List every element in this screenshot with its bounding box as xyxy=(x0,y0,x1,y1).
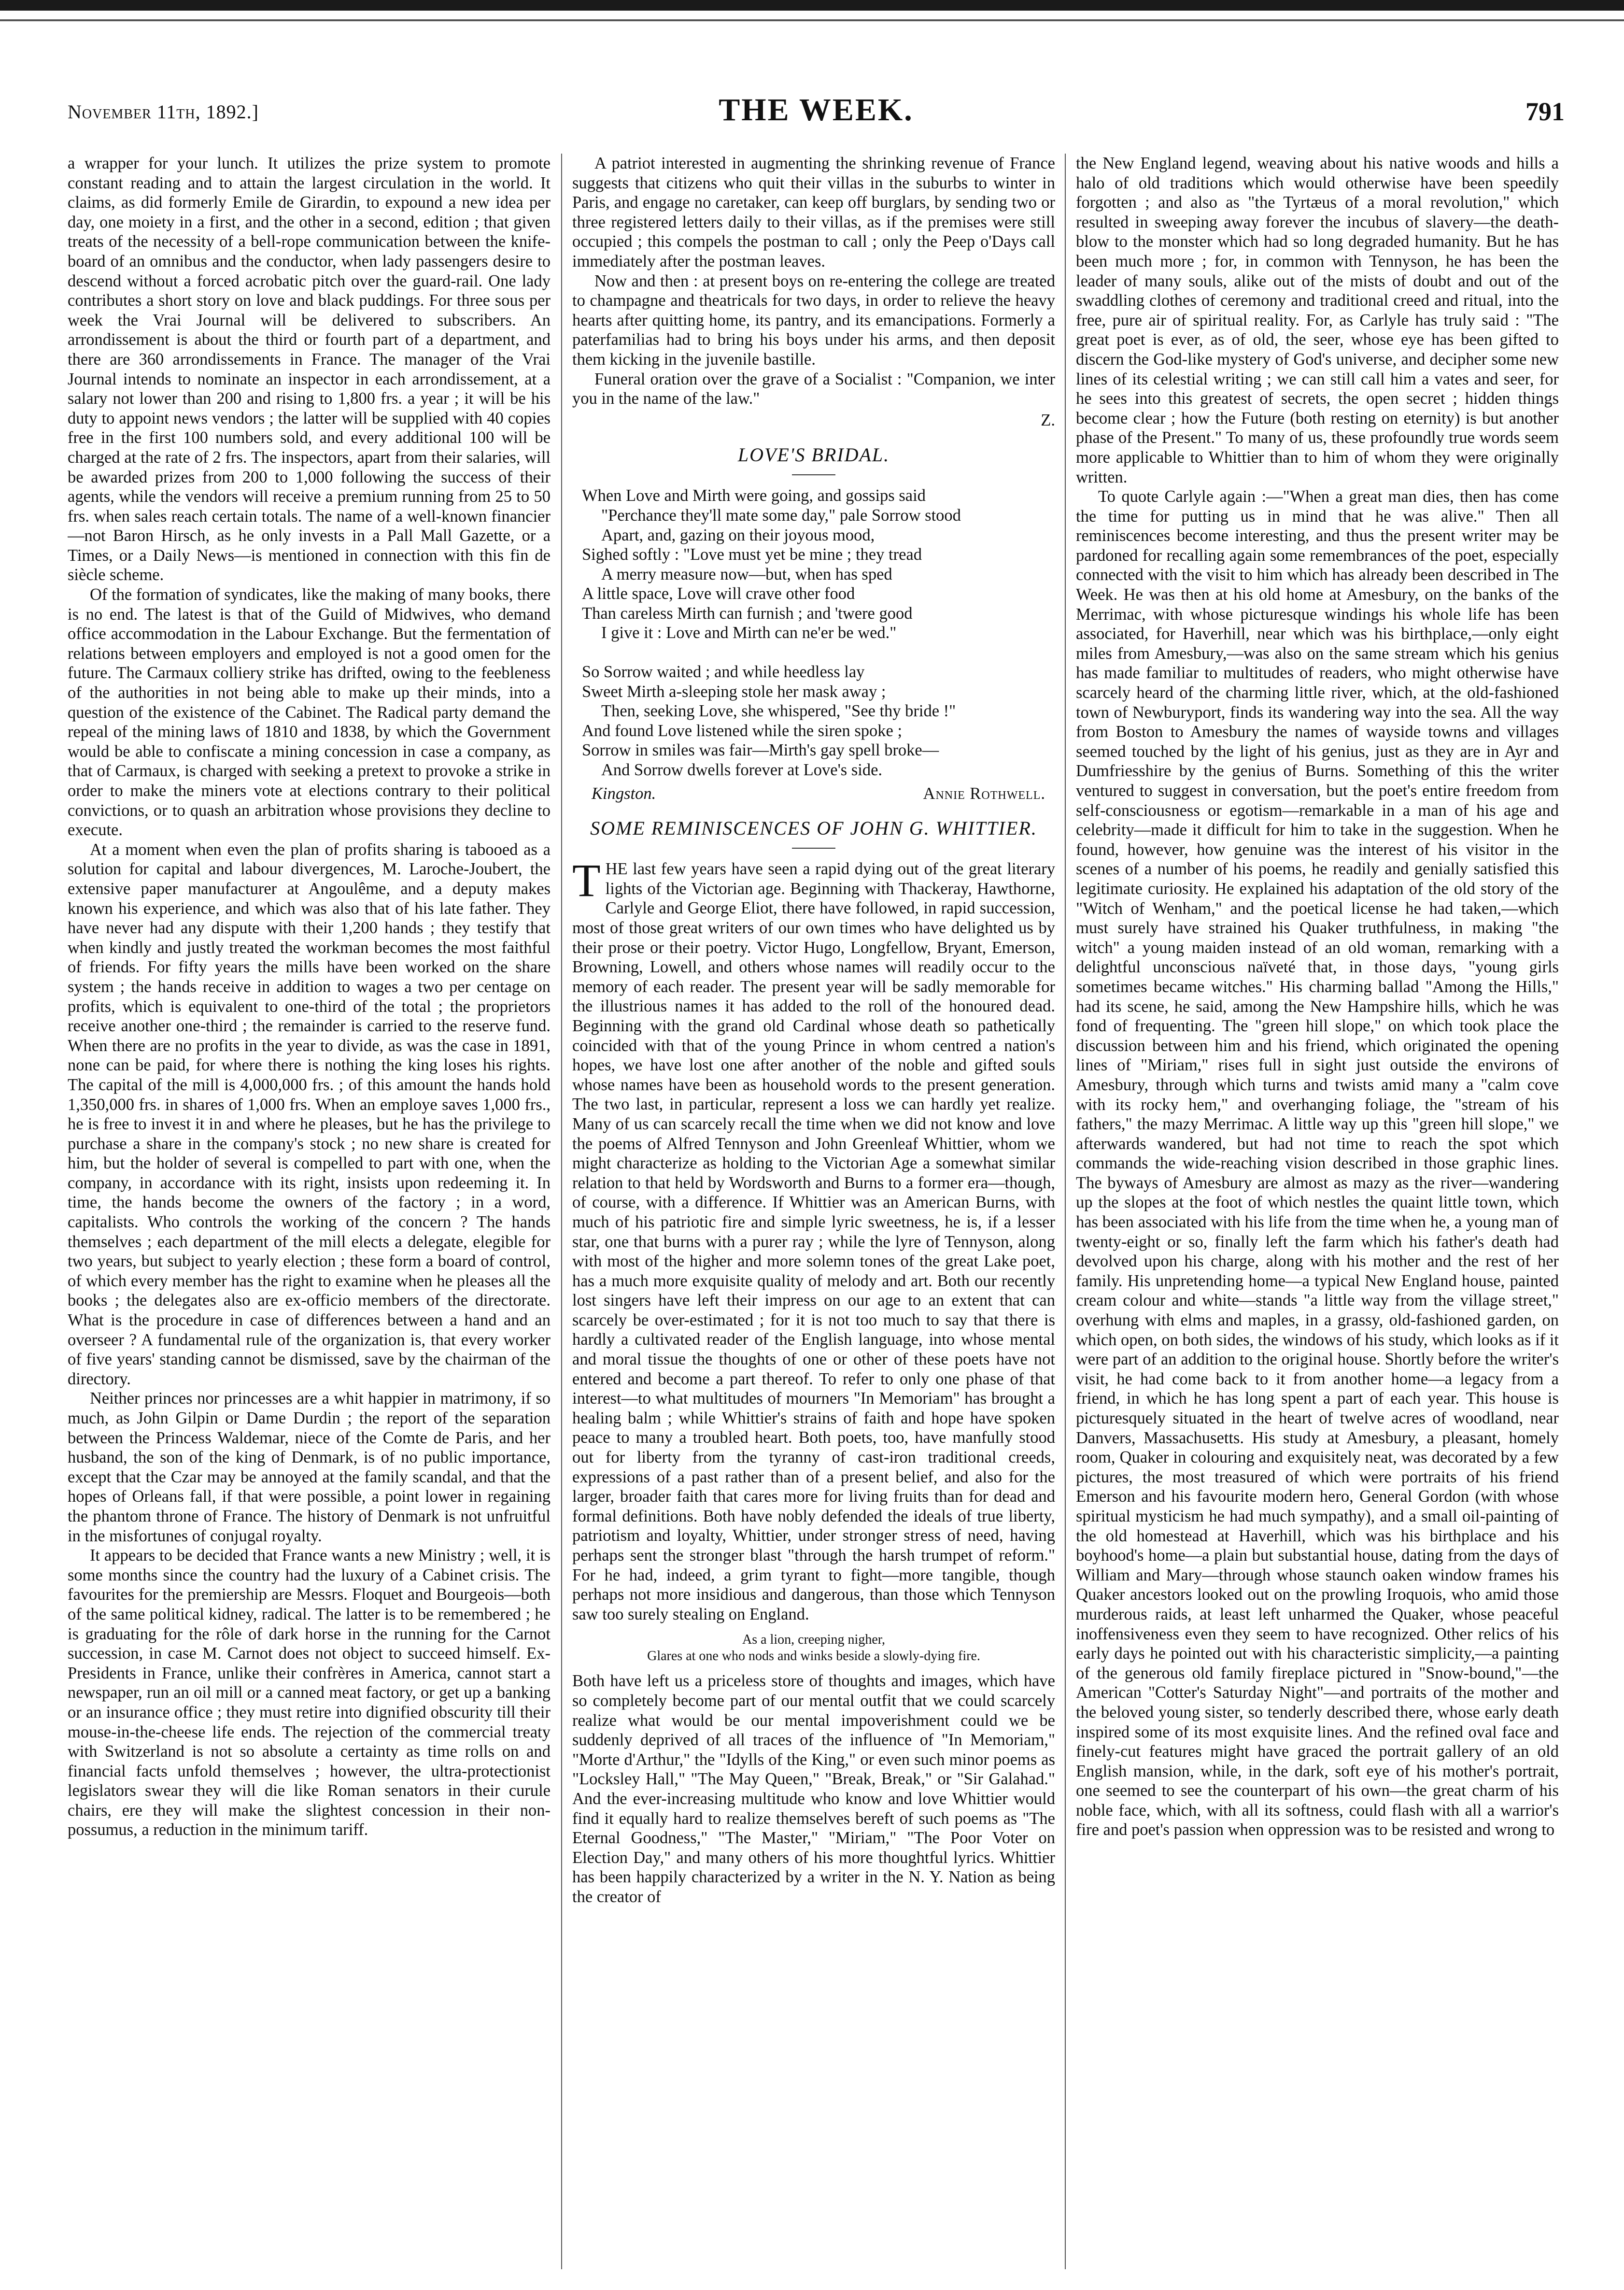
paragraph: Of the formation of syndicates, like the making of many books, there is no end. The latest is that of the Guild of Midwives, who demand office accommodation in the Labour Exchange. But the fermentation of relations between employers and employed is not a good omen for the future. The Carmaux colliery strike has drifted, owing to the feebleness of the authorities in not being able to make up their minds, into a question of the existence of the Cabinet. The Radical party demand the repeal of the mining laws of 1810 and 1838, by which the Government would be able to confiscate a mining concession in case a company, as that of Carmaux, is charged with seeking a pretext to provoke a strike in order to make the miners vote at elections contrary to their political convictions, or to quash an arbitration whose provisions they decline to execute. xyxy=(68,585,551,839)
quote-line: Glares at one who nods and winks beside a slowly-dying fire. xyxy=(647,1649,980,1664)
article-paragraph: To quote Carlyle again :—"When a great man dies, then has come the time for putting us in mind that he was alive." Then all reminiscences become interesting, and thus the present writer may be pardoned for recalling again some remembrances of the poet, especially connected with the visit to him which has already been described in The Week. He was then at his old home at Amesbury, on the banks of the Merrimac, with whose picturesque windings his whole life has been associated, for Haverhill, near which was his birthplace,—only eight miles from Amesbury,—was also on the same stream which his genius has made familiar to multitudes of readers, who might otherwise have scarcely heard of the charming little river, which, at the old-fashioned town of Newburyport, finds its wandering way into the sea. All the way from Boston to Amesbury the names of wayside towns and villages seemed touched by the light of his genius, just as they are in Ayr and Dumfriesshire by the genius of Burns. Something of this the writer ventured to suggest in conversation, but the poet's entire freedom from self-consciousness or egotism—remarkable in a man of his age and celebrity—made it difficult for him to take in the suggestion. When he found, however, how genuine was the interest of his visitor in the scenes of a number of his poems, he readily and genially satisfied this legitimate curiosity. He explained his adaptation of the old story of the "Witch of Wenham," and the poetical license he had taken,—which must surely have strained his Quaker truthfulness, in making "the witch" a young maiden instead of an old woman, remarking with a delightful unconscious naïveté that, in those days, "young girls sometimes became witches." His charming ballad "Among the Hills," had its scene, he said, among the New Hampshire hills, which he was fond of frequenting. The "green hill slope," on which took place the discussion between him and his friend, which originated the opening lines of "Miriam," rises full in sight just outside the environs of Amesbury, through which turns and twists amid many a "calm cove with its rocky hem," and overhanging foliage, the "stream of his fathers," the mazy Merrimac. A little way up this "green hill slope," we afterwards wandered, but had not time to reach the spot which commands the wide-reaching vision described in those graphic lines. The byways of Amesbury are almost as mazy as the river—wandering up the slopes at the foot of which nestles the quaint little town, which has been associated with his life from the time when he, a young man of twenty-eight or so, finally left the farm which his father's death had devolved upon his charge, along with his mother and the rest of her family. His unpretending home—a typical New England house, painted cream colour and white—stands "a little way from the village street," overhung with elms and maples, in a grassy, old-fashioned garden, on which open, on both sides, the windows of his study, which looks as if it were part of an addition to the original house. Shortly before the writer's visit, he had come back to it from another home—a legacy from a friend, in which he has long spent a part of each year. This house is picturesquely situated in the heart of twelve acres of woodland, near Danvers, Massachusetts. His study at Amesbury, a pleasant, homely room, Quaker in colouring and exquisitely neat, was decorated by a few pictures, the most treasured of which were portraits of his friend Emerson and his favourite modern hero, General Gordon (with whose spiritual mysticism he had much sympathy), and a small oil-painting of the old homestead at Haverhill, which was his birthplace and his boyhood's home—a plain but substantial house, dating from the days of William and Mary—through whose staunch oaken window frames his Quaker ancestors looked out on the prowling Iroquois, who amid those murderous raids, at least left unharmed the Quaker, whose peaceful inoffensiveness even they seem to have recognized. Other relics of his early days he pointed out with his characteristic simplicity,—a painting of the generous old family fireplace pictured in "Snow-bound,"—the American "Cotter's Saturday Night"—and portraits of the mother and the beloved young sister, so tenderly described there, whose early death inspired some of its most exquisite lines. And the refined oval face and finely-cut features might have graced the portrait gallery of an old English mansion, while, in the dark, soft eye of his mother's portrait, one seemed to see the counterpart of his own—the great charm of his noble face, which, with all its softness, could flash with all a warrior's fire and poet's passion when oppression was to be resisted and wrong to xyxy=(1076,487,1559,1839)
column-3 xyxy=(1076,154,1559,2269)
poem-line: When Love and Mirth were going, and gossips said xyxy=(582,486,926,505)
paragraph: a wrapper for your lunch. It utilizes the prize system to promote constant reading and to attain the largest circulation in the world. It claims, as did formerly Emile de Girardin, to expound a new idea per day, one moiety in a first, and the other in a second, edition ; that given treats of the necessity of a bell-rope communication between the knife-board of an omnibus and the conductor, when lady passengers desire to descend without a forced acrobatic pitch over the guard-rail. One lady contributes a short story on love and black puddings. For three sous per week the Vrai Journal will be delivered to subscribers. An arrondissement is about the third or fourth part of a department, and there are 360 arrondissements in France. The manager of the Vrai Journal intends to nominate an inspector in each arrondissement, at a salary not lower than 200 and rising to 1,800 frs. a year ; it will be his duty to appoint news vendors ; the latter will be supplied with 40 copies free in the first 100 numbers sold, and every additional 100 will be charged at the rate of 2 frs. The inspectors, apart from their salaries, will be awarded prizes from 200 to 1,000 following the success of their agents, while the vendors will receive a premium running from 25 to 50 frs. when sales reach certain totals. The name of a well-known financier—not Baron Hirsch, as he only invests in a Pall Mall Gazette, or a Times, or a Daily News—is mentioned in connection with this fin de siècle scheme. xyxy=(68,154,551,584)
poem-line: Sighed softly : "Love must yet be mine ; they tread xyxy=(582,545,922,564)
article-paragraph: the New England legend, weaving about his native woods and hills a halo of old traditions which would otherwise have been speedily forgotten ; and also as "the Tyrtæus of a moral revolution," which resulted in sweeping away forever the incubus of slavery—the death-blow to the monster which had so long degraded humanity. But he has been much more ; for, in common with Tennyson, he has been the leader of many souls, alike out of the mists of doubt and out of the swaddling clothes of ceremony and traditional creed and ritual, into the free, pure air of spiritual reality. For, as Carlyle has truly said : "The great poet is ever, as of old, the seer, whose eye has been gifted to discern the God-like mystery of God's universe, and decipher some new lines of its celestial writing ; we can still call him a vates and seer, for he sees into this greatest of secrets, the open secret ; hidden things become clear ; how the Future (both resting on eternity) is but another phase of the Present." To many of us, these profoundly true words seem more applicable to Whittier than to him of whom they were originally written. xyxy=(1076,154,1559,486)
quote-line: As a lion, creeping nigher, xyxy=(742,1632,885,1648)
paragraph: Funeral oration over the grave of a Socialist : "Companion, we inter you in the name of the law." xyxy=(572,370,1055,408)
column-1 xyxy=(68,154,551,2269)
poem-author: Annie Rothwell. xyxy=(923,784,1045,803)
stanza-break xyxy=(582,643,1055,662)
poem-line: And found Love listened while the siren spoke ; xyxy=(582,721,903,740)
top-border-rule xyxy=(0,0,1624,11)
masthead-title: THE WEEK. xyxy=(719,92,914,128)
poem-line: So Sorrow waited ; and while heedless lay xyxy=(582,663,865,682)
block-quote xyxy=(572,1632,1055,1664)
title-rule xyxy=(792,848,835,849)
poem-signature xyxy=(592,784,1045,804)
paragraph: A patriot interested in augmenting the shrinking revenue of France suggests that citizens who quit their villas in the suburbs to winter in Paris, and engage no caretaker, can keep off burglars, by sending two or three registered letters daily to their villas, as if the premises were still occupied ; this compels the postman to call ; only the Peep o'Days call immediately after the postman leaves. xyxy=(572,154,1055,270)
paragraph: Neither princes nor princesses are a whit happier in matrimony, if so much, as John Gilpin or Dame Durdin ; the report of the separation between the Princess Waldemar, niece of the Comte de Paris, and her husband, the son of the king of Denmark, is of no public importance, except that the Czar may be annoyed at the family scandal, and that the hopes of Orleans fall, if that were possible, a point lower in regaining the phantom throne of France. The history of Denmark is not unfruitful in the misfortunes of conjugal royalty. xyxy=(68,1389,551,1545)
poem-line: And Sorrow dwells forever at Love's side. xyxy=(601,761,883,780)
poem-line: I give it : Love and Mirth can ne'er be wed." xyxy=(601,624,897,642)
paragraph: At a moment when even the plan of profits sharing is tabooed as a solution for capital and labour divergences, M. Laroche-Joubert, the extensive paper manufacturer at Angoulême, and a deputy makes known his experience, and which was also that of his late father. They have never had any dispute with their 1,200 hands ; they testify that when kindly and justly treated the workman becomes the most faithful of friends. For fifty years the mills have been worked on the share system ; the hands receive in addition to wages a two per centage on profits, which is equivalent to one-third of the total ; the proprietors receive another one-third ; the remainder is carried to the reserve fund. When there are no profits in the year to divide, as was the case in 1891, none can be paid, for where there is nothing the king loses his rights. The capital of the mill is 4,000,000 frs. ; of this amount the hands hold 1,350,000 frs. in shares of 1,000 frs. When an employe saves 1,000 frs., he is free to invest it in and where he pleases, but he has the privilege to purchase a share in the company's stock ; no new share is created for him, but the holder of several is compelled to part with one, when the company, in accordance with its right, insists upon redeeming it. In time, the hands become the owners of the factory ; in a word, capitalists. Who controls the working of the concern ? The hands themselves ; each department of the mill elects a delegate, elegible for two years, but subject to yearly election ; these form a board of control, of which every member has the right to examine when he pleases all the books ; the delegates also are ex-officio members of the directorate. What is the procedure in case of differences between a hand and an overseer ? A fundamental rule of the organization is, that every worker of five years' standing cannot be dismissed, save by the chairman of the directory. xyxy=(68,840,551,1388)
poem-place: Kingston. xyxy=(592,784,656,803)
article-paragraph: Both have left us a priceless store of thoughts and images, which have so completely become part of our mental outfit that we could scarcely realize what would be our mental impoverishment could we be suddenly deprived of all traces of the influence of "In Memoriam," "Morte d'Arthur," the "Idylls of the King," or even such minor poems as "Locksley Hall," "The May Queen," "Break, Break," or "Sir Galahad." And the ever-increasing multitude who know and love Whittier would find it equally hard to realize themselves bereft of such poems as "The Eternal Goodness," "The Master," "Miriam," "The Poor Voter on Election Day," and many others of his more thoughtful lyrics. Whittier has been happily characterized by a writer in the N. Y. Nation as being the creator of xyxy=(572,1672,1055,1906)
column-2 xyxy=(572,154,1055,2269)
drop-cap: T xyxy=(572,854,601,907)
title-rule xyxy=(792,474,835,475)
page-number: 791 xyxy=(1525,97,1565,126)
page-header xyxy=(68,92,1565,135)
poem-body xyxy=(582,486,1055,780)
poem-line: Sweet Mirth a-sleeping stole her mask away ; xyxy=(582,682,886,701)
paragraph-signature: Z. xyxy=(1041,411,1055,429)
poem-line: Then, seeking Love, she whispered, "See thy bride !" xyxy=(601,702,956,721)
column-divider xyxy=(1065,154,1066,2269)
article-paragraph xyxy=(572,854,1055,1624)
poem-line: A little space, Love will crave other food xyxy=(582,584,855,603)
poem-line: Sorrow in smiles was fair—Mirth's gay spell broke— xyxy=(582,741,939,760)
poem-line: A merry measure now—but, when has sped xyxy=(601,565,892,583)
column-divider xyxy=(561,154,562,2269)
issue-date: November 11th, 1892.] xyxy=(68,101,259,123)
top-thin-rule xyxy=(0,19,1624,21)
paragraph: It appears to be decided that France wants a new Ministry ; well, it is some months since the country had the luxury of a Cabinet crisis. The favourites for the premiership are Messrs. Floquet and Bourgeois—both of the same political kidney, radical. The latter is to be remembered ; he is graduating for the rôle of dark horse in the running for the Carnot succession, in case M. Carnot does not object to succeed himself. Ex-Presidents in France, unlike their confrères in America, cannot start a newspaper, run an oil mill or a canned meat factory, or get up a banking or an insurance office ; they must retire into dignified obscurity till their mouse-in-the-cheese life ends. The rejection of the commercial treaty with Switzerland is not so absolute a certainty as time rolls on and financial facts unfold themselves ; however, the ultra-protectionist legislators swear they will die like Roman senators in their curule chairs, ere they will make the slightest concession in their non-possumus, a reduction in the minimum tariff. xyxy=(68,1546,551,1839)
poem-title: LOVE'S BRIDAL. xyxy=(737,444,890,466)
paragraph: Now and then : at present boys on re-entering the college are treated to champagne and theatricals for two days, in order to relieve the heavy hearts after quitting home, its pantry, and its emancipations. Formerly a paterfamilias had to bring his boys under his arms, and then deposit them kicking in the juvenile bastille. xyxy=(572,271,1055,369)
poem-line: Than careless Mirth can furnish ; and 'twere good xyxy=(582,604,913,623)
article-text: HE last few years have seen a rapid dying out of the great literary lights of the Victorian age. Beginning with Thackeray, Hawthorne, Carlyle and George Eliot, there have followed, in rapid succession, most of those great writers of our own times who have delighted us by their prose or their poetry. Victor Hugo, Longfellow, Bryant, Emerson, Browning, Lowell, and others whose names will readily occur to the memory of each reader. The present year will be sadly memorable for the illustrious names it has added to the roll of the honoured dead. Beginning with the grand old Cardinal whose death so pathetically coincided with that of the young Prince in whom centred a nation's hopes, we have lost one after another of the noble and gifted souls whose names have been as household words to the present generation. The two last, in particular, represent a loss we can hardly yet realize. Many of us can scarcely recall the time when we did not know and love the poems of Alfred Tennyson and John Greenleaf Whittier, whom we might characterize as holding to the Victorian Age a somewhat similar relation to that held by Wordsworth and Burns to a former era—though, of course, with a difference. If Whittier was an American Burns, with much of his patriotic fire and simple lyric sweetness, he is, if a lesser star, one that burns with a purer ray ; while the lyre of Tennyson, along with most of the higher and more solemn tones of the great Lake poet, has a much more exquisite quality of melody and art. Both our recently lost singers have left their impress on our age to an extent that can scarcely be over-estimated ; for it is not too much to say that there is hardly a cultivated reader of the English language, into whose mental and moral tissue the thoughts of one or other of these poets have not entered and become a part thereof. To refer to only one phase of that interest—to what multitudes of mourners "In Memoriam" has brought a healing balm ; while Whittier's strains of faith and hope have spoken peace to many a troubled heart. Both poets, too, have manfully stood out for liberty from the tyranny of cast-iron traditional creeds, expressions of a past rather than of a present belief, and also for the larger, broader faith that cares more for living fruits than for dead and formal definitions. Both have nobly defended the ideals of true liberty, patriotism and loyalty, Whittier, under stronger stress of need, having perhaps sent the stronger blast "through the harsh trumpet of reform." For he had, indeed, a grim tyrant to fight—more tangible, though perhaps not more insidious and dangerous, than those which Tennyson saw too surely stealing on England. xyxy=(572,860,1055,1623)
poem-line: Apart, and, gazing on their joyous mood, xyxy=(601,526,875,544)
poem-line: "Perchance they'll mate some day," pale Sorrow stood xyxy=(601,506,961,525)
article-title: SOME REMINISCENCES OF JOHN G. WHITTIER. xyxy=(590,817,1037,839)
